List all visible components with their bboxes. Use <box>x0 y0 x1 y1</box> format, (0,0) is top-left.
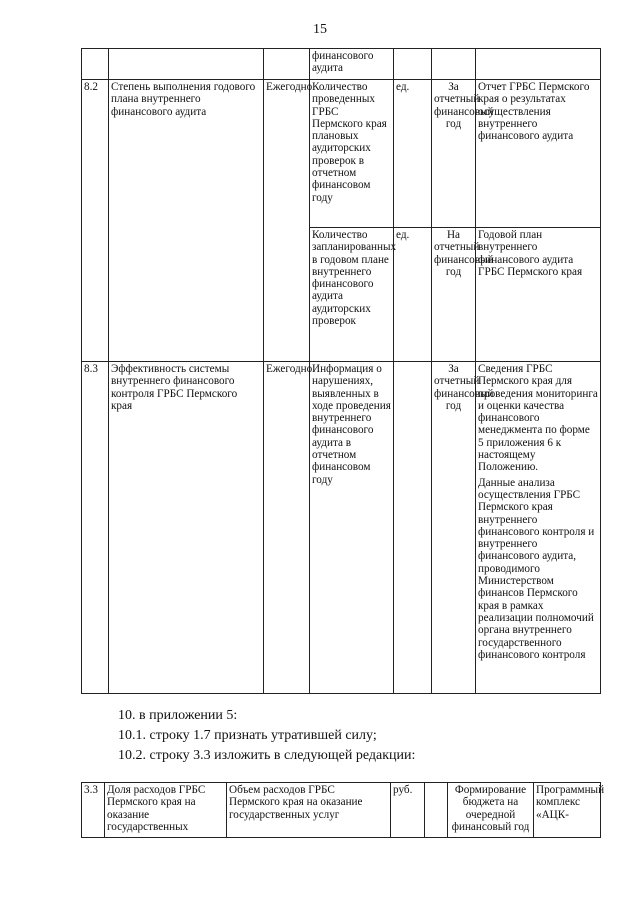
unit: руб. <box>391 783 425 838</box>
frequency: Ежегодно <box>264 80 310 362</box>
table-row <box>82 49 601 80</box>
period: За отчетный финансовый год <box>432 80 476 228</box>
unit: ед. <box>394 80 432 228</box>
source <box>476 362 601 694</box>
row-number: 8.2 <box>82 80 109 362</box>
indicator-name: Доля расходов ГРБС Пермского края на оказание государственных <box>105 783 227 838</box>
paragraph-10-1: 10.1. строку 1.7 признать утратившей силу; <box>118 728 377 743</box>
source: Отчет ГРБС Пермского края о результатах осуществления внутреннего финансового аудита <box>476 80 601 228</box>
page-number: 15 <box>313 22 327 37</box>
unit: ед. <box>394 228 432 362</box>
table-cell: Количество проведенных ГРБС Пермского края плановых аудиторских проверок в отчетном финансовом году <box>310 80 394 228</box>
table-cell: Количество запланированных в годовом плане внутреннего финансового аудита аудиторских проверок <box>310 228 394 362</box>
table-row <box>82 362 601 694</box>
table-cell: Информация о нарушениях, выявленных в ходе проведения внутреннего финансового аудита в отчетном финансовом году <box>310 362 394 694</box>
period: За отчетный финансовый год <box>432 362 476 694</box>
paragraph-10: 10. в приложении 5: <box>118 708 238 723</box>
source: Годовой план внутреннего финансового аудита ГРБС Пермского края <box>476 228 601 362</box>
source-part-1: Сведения ГРБС Пермского края для проведения мониторинга и оценки качества финансового менеджмента по форме 5 приложения 6 к настоящему Положению. <box>478 363 598 474</box>
paragraph-10-2: 10.2. строку 3.3 изложить в следующей редакции: <box>118 748 416 763</box>
table-cell: финансового аудита <box>310 49 394 80</box>
frequency: Ежегодно <box>264 362 310 694</box>
row-number: 8.3 <box>82 362 109 694</box>
row-number: 3.3 <box>82 783 105 838</box>
source: Программный комплекс «АЦК- <box>534 783 601 838</box>
source-part-2: Данные анализа осуществления ГРБС Пермского края внутреннего финансового контроля и внутреннего финансового аудита, проводимого Министерством финансов Пермского края в рамках реализации полномочий органа внутреннего государственного финансового контроля <box>478 476 595 661</box>
replacement-table <box>81 782 605 838</box>
indicator-name: Степень выполнения годового плана внутреннего финансового аудита <box>109 80 264 362</box>
indicator-name: Эффективность системы внутреннего финансового контроля ГРБС Пермского края <box>109 362 264 694</box>
table-row <box>82 783 601 838</box>
period: Формирование бюджета на очередной финансовый год <box>448 783 534 838</box>
indicators-table <box>81 48 601 694</box>
table-cell: Объем расходов ГРБС Пермского края на оказание государственных услуг <box>227 783 391 838</box>
table-row <box>82 80 601 228</box>
period: На отчетный финансовый год <box>432 228 476 362</box>
